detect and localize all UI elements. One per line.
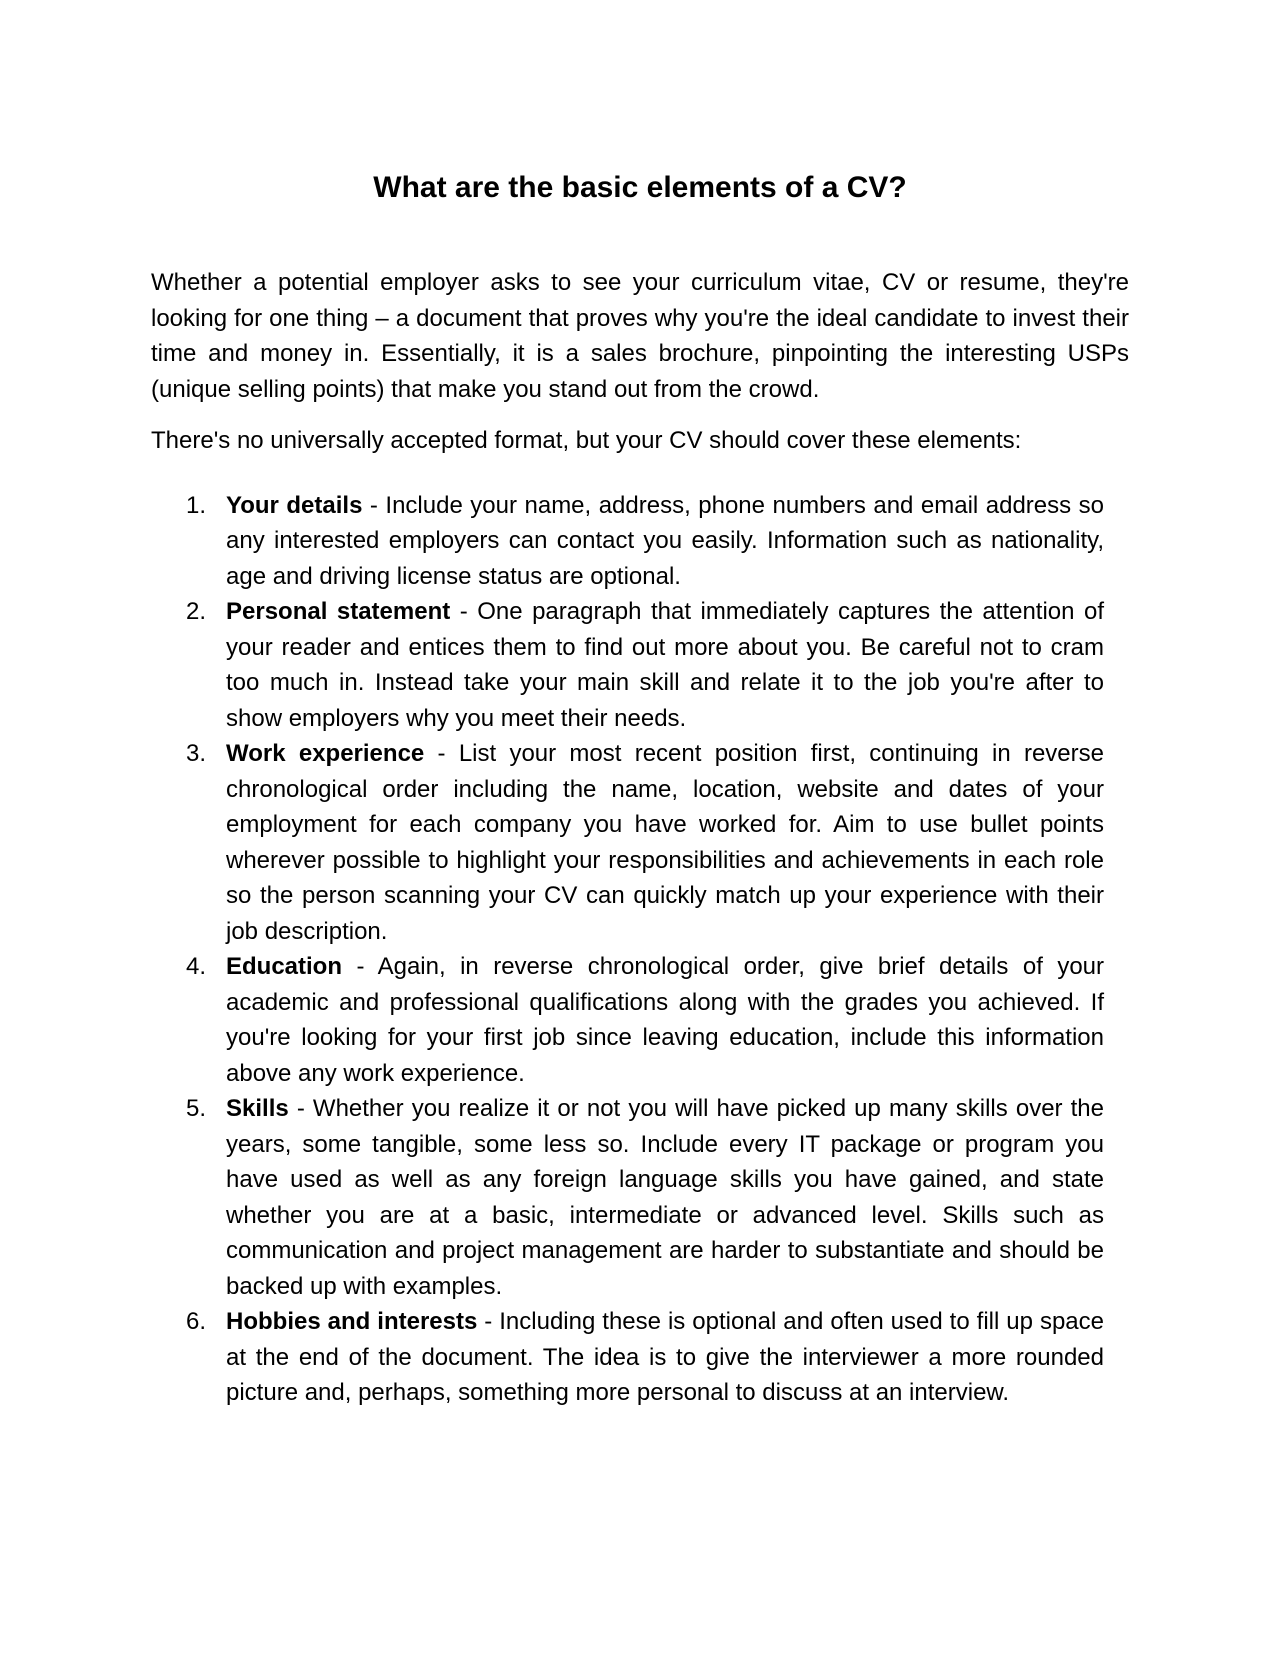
elements-lead-paragraph: There's no universally accepted format, but your CV should cover these elements:: [151, 427, 1022, 454]
list-item-number: 1.: [186, 491, 207, 519]
list-item-term: Work experience: [226, 740, 425, 767]
list-item-number: 3.: [186, 740, 207, 767]
list-item-number: 6.: [186, 1308, 207, 1335]
list-item-text: - List your most recent position first, continuing in reverse chronological order including the name, location, website and dates of your employment for each company you have worked for. Aim to use bullet points wherever possible to highlight your responsibilities and achievements in each role so the person scanning your CV can quickly match up your experience with their job description.: [226, 740, 1104, 945]
list-item-education: [186, 949, 1104, 1091]
document-title: What are the basic elements of a CV?: [373, 171, 907, 204]
list-item-term: Your details: [226, 491, 363, 519]
list-item-term: Education: [226, 953, 343, 980]
list-item-number: 4.: [186, 953, 207, 980]
list-item-text: - Including these is optional and often used to fill up space at the end of the document. The idea is to give the interviewer a more rounded picture and, perhaps, something more personal to discuss at an interview.: [226, 1308, 1104, 1406]
document-body: [151, 265, 1129, 1411]
list-item-personal-statement: [186, 594, 1105, 736]
list-item-number: 2.: [186, 598, 207, 625]
list-item-hobbies-and-interests: [186, 1304, 1104, 1411]
list-item-text: - Include your name, address, phone numbers and email address so any interested employers can contact you easily. Information such as nationality, age and driving license status are optional.: [226, 491, 1104, 590]
list-item-text: - Again, in reverse chronological order, give brief details of your academic and professional qualifications along with the grades you achieved. If you're looking for your first job since leaving education, include this information above any work experience.: [226, 953, 1104, 1087]
list-item-your-details: [186, 488, 1104, 595]
list-item-term: Personal statement: [226, 598, 451, 625]
list-item-work-experience: [186, 736, 1104, 949]
cv-elements-list: [151, 488, 1104, 1411]
list-item-skills: [186, 1091, 1104, 1304]
list-item-term: Hobbies and interests: [226, 1308, 478, 1335]
list-item-text: - One paragraph that immediately captures the attention of your reader and entices them to find out more about you. Be careful not to cram too much in. Instead take your main skill and relate it to the job you're after to show employers why you meet their needs.: [226, 598, 1105, 732]
list-item-text: - Whether you realize it or not you will have picked up many skills over the years, some tangible, some less so. Include every IT package or program you have used as well as any foreign language skills you have gained, and state whether you are at a basic, intermediate or advanced level. Skills such as communication and project management are harder to substantiate and should be backed up with examples.: [226, 1095, 1104, 1300]
intro-paragraph: Whether a potential employer asks to see your curriculum vitae, CV or resume, they're looking for one thing – a document that proves why you're the ideal candidate to invest their time and money in. Essentially, it is a sales brochure, pinpointing the interesting USPs (unique selling points) that make you stand out from the crowd.: [151, 269, 1129, 403]
list-item-term: Skills: [226, 1095, 289, 1122]
list-item-number: 5.: [186, 1095, 207, 1122]
